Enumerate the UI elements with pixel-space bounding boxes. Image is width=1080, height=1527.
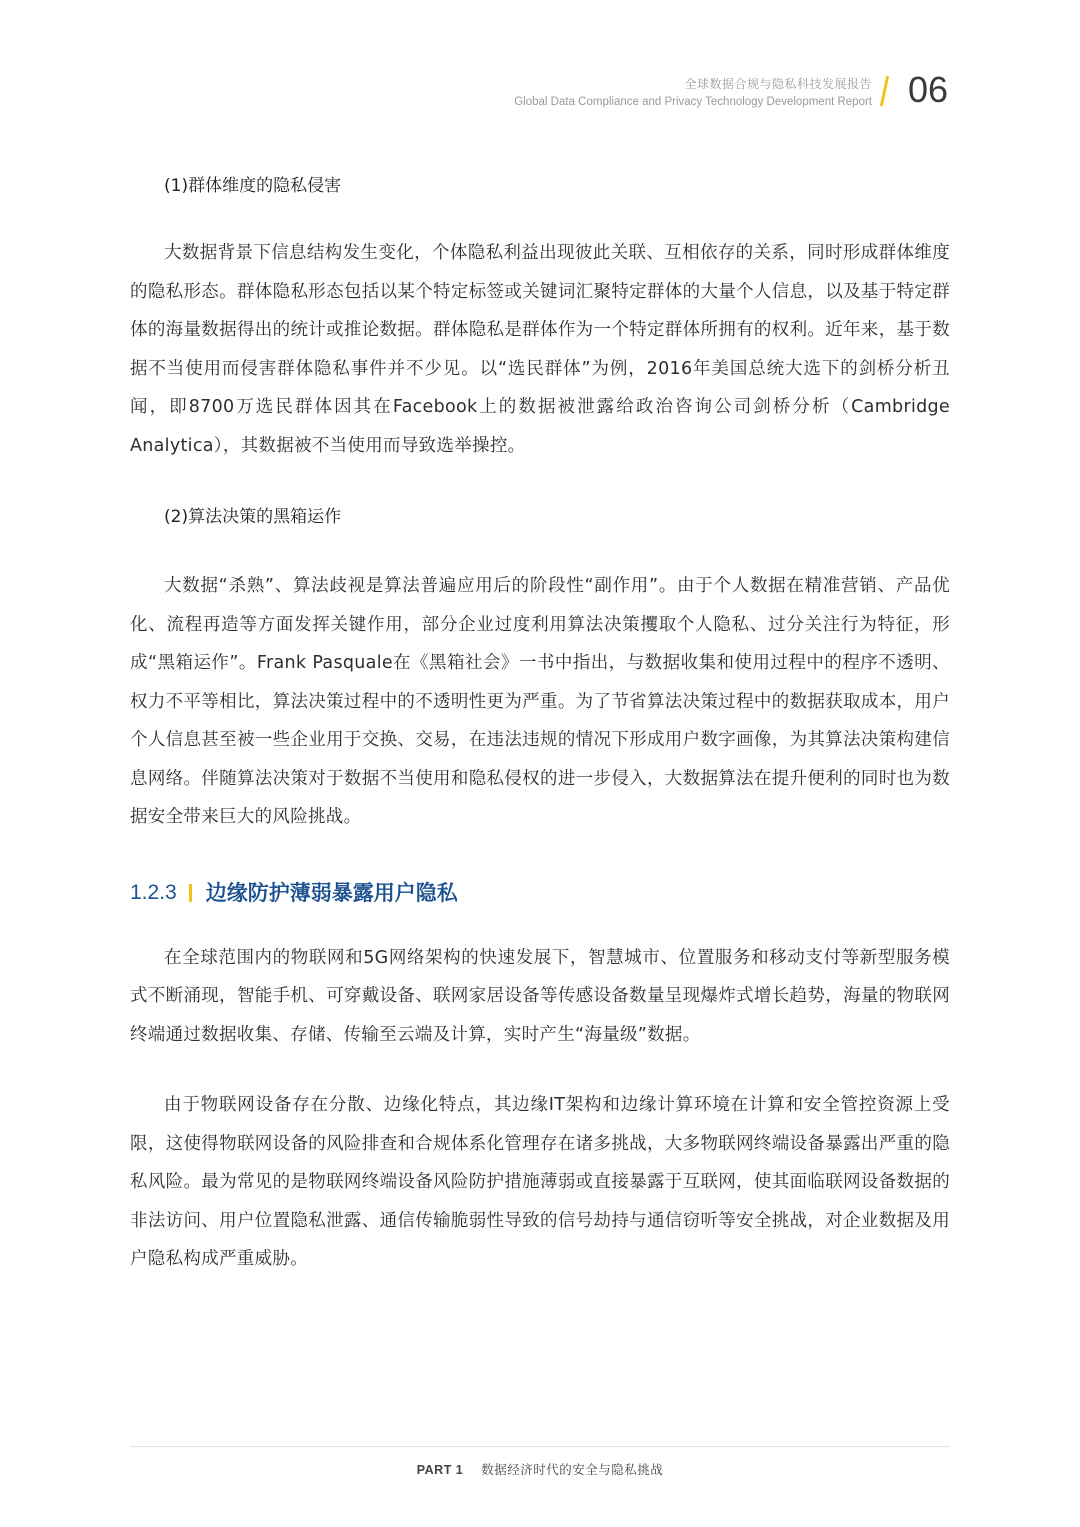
section-heading <box>130 877 950 909</box>
page-header <box>400 69 948 118</box>
paragraph-group-privacy: 大数据背景下信息结构发生变化，个体隐私利益出现彼此关联、互相依存的关系，同时形成群体维度的隐私形态。群体隐私形态包括以某个特定标签或关键词汇聚特定群体的大量个人信息，以及基于特定群体的海量数据得出的统计或推论数据。群体隐私是群体作为一个特定群体所拥有的权利。近年来，基于数据不当使用而侵害群体隐私事件并不少见。以“选民群体”为例，2016年美国总统大选下的剑桥分析丑闻，即8700万选民群体因其在Facebook上的数据被泄露给政治咨询公司剑桥分析（Cambridge Analytica），其数据被不当使用而导致选举操控。 <box>130 243 950 456</box>
page-content <box>130 168 950 1279</box>
paragraph-iot-growth: 在全球范围内的物联网和5G网络架构的快速发展下，智慧城市、位置服务和移动支付等新型服务模式不断涌现，智能手机、可穿戴设备、联网家居设备等传感设备数量呈现爆炸式增长趋势，海量的物联网终端通过数据收集、存储、传输至云端及计算，实时产生“海量级”数据。 <box>130 947 950 1045</box>
section-number: 1.2.3 <box>130 880 177 904</box>
page-number: 06 <box>907 69 948 110</box>
section-title: 边缘防护薄弱暴露用户隐私 <box>205 880 458 905</box>
footer-part-label: PART 1 <box>416 1463 464 1477</box>
subheading-group-privacy: (1)群体维度的隐私侵害 <box>164 176 342 196</box>
paragraph-algorithm-blackbox: 大数据“杀熟”、算法歧视是算法普遍应用后的阶段性“副作用”。由于个人数据在精准营销、产品优化、流程再造等方面发挥关键作用，部分企业过度利用算法决策攫取个人隐私、过分关注行为特征，形成“黑箱运作”。Frank Pasquale在《黑箱社会》一书中指出，与数据收集和使用过程中的程序不透明、权力不平等相比，算法决策过程中的不透明性更为严重。为了节省算法决策过程中的数据获取成本，用户个人信息甚至被一些企业用于交换、交易，在违法违规的情况下形成用户数字画像，为其算法决策构建信息网络。伴随算法决策对于数据不当使用和隐私侵权的进一步侵入，大数据算法在提升便利的同时也为数据安全带来巨大的风险挑战。 <box>130 576 950 827</box>
section-accent-bar <box>189 884 192 902</box>
paragraph-iot-risk: 由于物联网设备存在分散、边缘化特点，其边缘IT架构和边缘计算环境在计算和安全管控资源上受限，这使得物联网设备的风险排查和合规体系化管理存在诸多挑战，大多物联网终端设备暴露出严重的隐私风险。最为常见的是物联网终端设备风险防护措施薄弱或直接暴露于互联网，使其面临联网设备数据的非法访问、用户位置隐私泄露、通信传输脆弱性导致的信号劫持与通信窃听等安全挑战，对企业数据及用户隐私构成严重威胁。 <box>130 1095 950 1269</box>
header-title-en: Global Data Compliance and Privacy Technology Development Report <box>514 96 872 108</box>
header-title-cn: 全球数据合规与隐私科技发展报告 <box>684 77 872 91</box>
subheading-algorithm-blackbox: (2)算法决策的黑箱运作 <box>164 507 342 527</box>
page-footer <box>0 1460 1080 1478</box>
header-text <box>514 76 872 110</box>
footer-part-title: 数据经济时代的安全与隐私挑战 <box>481 1462 664 1477</box>
footer-divider <box>130 1446 950 1447</box>
header-accent-bar <box>880 76 889 106</box>
